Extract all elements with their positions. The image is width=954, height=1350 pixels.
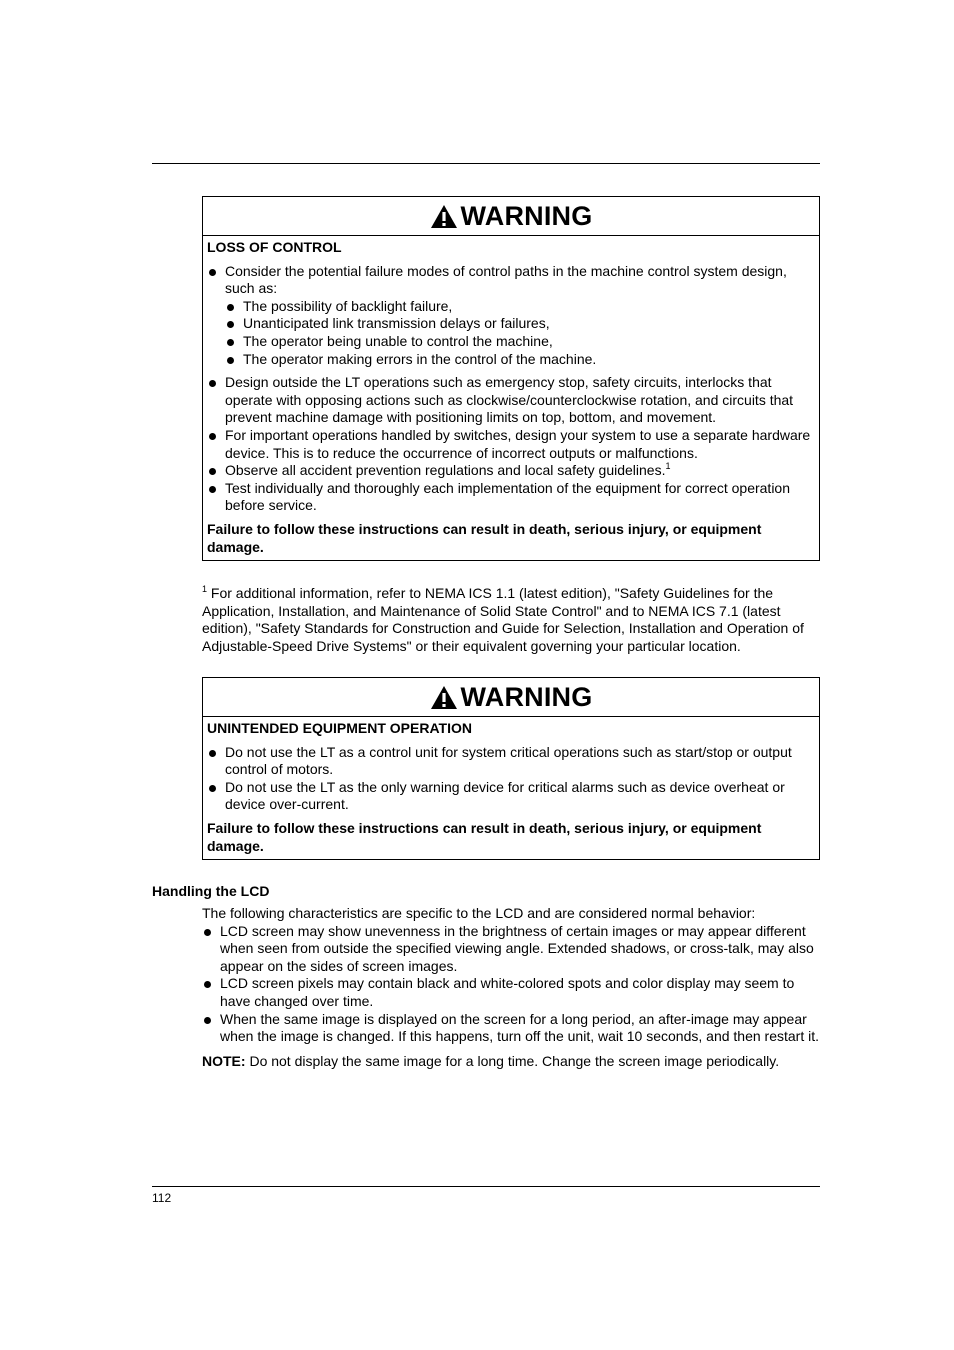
sub-list-item: The possibility of backlight failure, bbox=[225, 298, 813, 316]
footer-rule bbox=[152, 1186, 820, 1187]
list-item: Design outside the LT operations such as emergency stop, safety circuits, interlocks that operate with opposing actions such as clockwise/counterclockwise rotation, and circuits that prevent machine damage with positioning limits on top, bottom, and movement. bbox=[207, 374, 813, 427]
list-item: For important operations handled by switches, design your system to use a separate hardware device. This is to reduce the occurrence of incorrect outputs or malfunctions. bbox=[207, 427, 813, 462]
note-label: NOTE: bbox=[202, 1052, 246, 1069]
list-item: Observe all accident prevention regulations and local safety guidelines.$^1$ bbox=[207, 462, 813, 480]
warning-triangle-icon bbox=[430, 685, 458, 710]
warning-bullet-list bbox=[207, 744, 813, 814]
list-item: Do not use the LT as a control unit for system critical operations such as start/stop or output control of motors. bbox=[207, 744, 813, 779]
warning-subject: LOSS OF CONTROL bbox=[207, 239, 342, 255]
warning-header bbox=[203, 197, 819, 236]
warning-closing-text: Failure to follow these instructions can result in death, serious injury, or equipment damage. bbox=[207, 819, 762, 854]
warning-subject: UNINTENDED EQUIPMENT OPERATION bbox=[207, 720, 472, 736]
section-intro: The following characteristics are specific to the LCD and are considered normal behavior: bbox=[202, 905, 756, 921]
note-text: Do not display the same image for a long time. Change the screen image periodically. bbox=[245, 1052, 780, 1069]
list-item: LCD screen may show unevenness in the brightness of certain images or may appear different when seen from outside the specified viewing angle. Extended shadows, or cross-talk, may also appear on the sides of screen images. bbox=[202, 923, 822, 976]
warning-title: WARNING bbox=[460, 201, 593, 231]
header-rule bbox=[152, 163, 820, 164]
footnote-text: For additional information, refer to NEMA ICS 1.1 (latest edition), "Safety Guidelines for the Application, Installation, and Maintenance of Solid State Control" and to NEMA ICS 7.1 (latest edition), "Safety Standards for Construction and Guide for Selection, Installation and Operation of Adjustable-Speed Drive Systems" or their equivalent governing your particular location. bbox=[202, 585, 804, 654]
footnote-marker: 1 bbox=[202, 584, 208, 594]
list-item: Consider the potential failure modes of control paths in the machine control system design, such as: The possibility of backlight failure, Unanticipated link transmission delays or failures, The operator being unable to control the machine, The operator making errors in the control of the machine. bbox=[207, 263, 813, 369]
lcd-bullet-list bbox=[202, 923, 822, 1046]
page-number: 112 bbox=[152, 1191, 172, 1205]
sub-list-item: The operator making errors in the control of the machine. bbox=[225, 351, 813, 369]
sub-list-item: The operator being unable to control the machine, bbox=[225, 333, 813, 351]
sub-bullet-list bbox=[225, 298, 813, 368]
warning-box-loss-of-control bbox=[202, 196, 820, 561]
section-body bbox=[202, 905, 822, 1070]
sub-list-item: Unanticipated link transmission delays or failures, bbox=[225, 315, 813, 333]
footnote bbox=[202, 585, 822, 655]
list-item: Do not use the LT as the only warning device for critical alarms such as device overheat or device over-current. bbox=[207, 779, 813, 814]
section-title: Handling the LCD bbox=[152, 883, 270, 899]
list-item: LCD screen pixels may contain black and white-colored spots and color display may seem to have changed over time. bbox=[202, 975, 822, 1010]
list-item: When the same image is displayed on the screen for a long period, an after-image may appear when the image is changed. If this happens, turn off the unit, wait 10 seconds, and then restart it. bbox=[202, 1011, 822, 1046]
footnote-ref: 1 bbox=[665, 461, 671, 472]
note bbox=[202, 1053, 822, 1071]
warning-closing-text: Failure to follow these instructions can result in death, serious injury, or equipment damage. bbox=[207, 520, 762, 555]
warning-triangle-icon bbox=[430, 204, 458, 229]
warning-bullet-list bbox=[207, 263, 813, 515]
warning-box-unintended-operation bbox=[202, 677, 820, 860]
list-item: Test individually and thoroughly each implementation of the equipment for correct operation before service. bbox=[207, 480, 813, 515]
warning-title: WARNING bbox=[460, 682, 593, 712]
warning-header bbox=[203, 678, 819, 717]
